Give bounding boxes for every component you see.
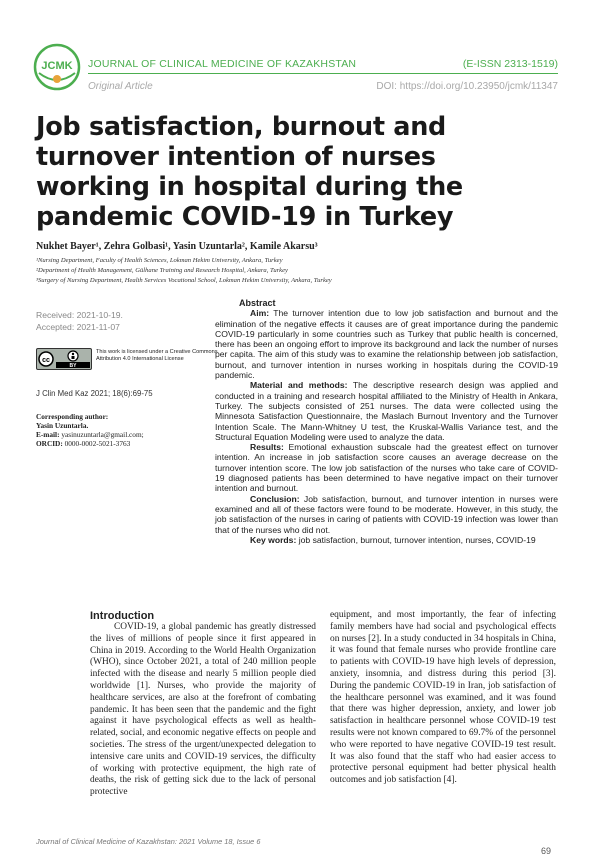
abstract-results — [215, 442, 558, 493]
body-column-1 — [90, 622, 316, 799]
abstract-keywords — [215, 535, 558, 545]
results-label: Results: — [250, 442, 284, 453]
abstract-aim — [215, 308, 558, 380]
orcid-label: ORCID: — [36, 439, 63, 448]
accepted-date: Accepted: 2021-11-07 — [36, 322, 120, 332]
doi-link[interactable]: DOI: https://doi.org/10.23950/jcmk/11347 — [376, 81, 558, 92]
corr-email[interactable]: yasinuzuntarla@gmail.com; — [61, 430, 144, 439]
article-title: Job satisfaction, burnout and turnover intention of nurses working in hospital during the pandemic COVID-19 in Turkey — [36, 112, 463, 232]
affiliation-2: ²Department of Health Management, Gülhane Training and Research Hospital, Ankara, Turkey — [36, 267, 288, 274]
intro-paragraph-1: COVID-19, a global pandemic has greatly distressed the lives of millions of people since it first appeared in China in 2019. According to the World Health Organization (WHO), since October 2021, a total of 240 million people infected with the disease and nearly 5 million people died worldwide [1]. Nurses, who provide the majority of healthcare services, are also at the forefront of combating pandemic. It has been seen that the pandemic and the fight against it have psychological effects as well as health-related, social, and economic negative effects on people and societies. The stress of the urgent/unexpected delegation to intensive care units and COVID-19 services, the difficulty of working with protective equipment, the high rate of deaths, the risk of getting sick due to the lack of personal protective — [90, 622, 316, 798]
conclusion-label: Conclusion: — [250, 493, 300, 504]
logo-text: JCMK — [41, 60, 73, 72]
email-label: E-mail: — [36, 430, 60, 439]
keywords-text: job satisfaction, burnout, turnover intention, nurses, COVID-19 — [298, 534, 536, 545]
citation: J Clin Med Kaz 2021; 18(6):69-75 — [36, 389, 153, 398]
results-text: Emotional exhaustion subscale had the greatest effect on turnover intention. An increase in job satisfaction score causes an average decrease on the turnover intention score. The low job satisfaction of the nurses who take care of COVID-19 diagnosed patients has been determined to have negative impact on their turnover intention and burnout. — [215, 442, 558, 494]
cc-license-icon[interactable] — [36, 348, 92, 370]
license-text[interactable]: This work is licensed under a Creative Commons Attribution 4.0 International License — [96, 349, 218, 362]
abstract-methods — [215, 380, 558, 442]
affiliation-3: ³Surgery of Nursing Department, Health Services Vocational School, Lokman Hekim University, Ankara, Turkey — [36, 277, 332, 284]
body-column-2 — [330, 610, 556, 787]
svg-text:cc: cc — [42, 357, 50, 364]
received-date: Received: 2021-10-19. — [36, 310, 123, 320]
aim-text: The turnover intention due to low job satisfaction and burnout and the elimination of the negative effects it causes are of great importance during the pandemic COVID-19 particularly in some countries such as Turkey that public health is concerned, there has been an ongoing effort to improve its background and lack the number of nurses per capita. The aim of this study was to examine the relationship between job satisfaction, burnout, and turnover intention in nurses working in hospitals during the COVID-19 pandemic. — [215, 308, 559, 381]
author-list: Nukhet Bayer¹, Zehra Golbasi¹, Yasin Uzuntarla², Kamile Akarsu³ — [36, 241, 318, 252]
corr-label: Corresponding author: — [36, 412, 109, 421]
svg-text:BY: BY — [69, 363, 77, 369]
abstract-heading: Abstract — [239, 298, 276, 308]
affiliation-1: ¹Nursing Department, Faculty of Health Sciences, Lokman Hekim University, Ankara, Turkey — [36, 257, 283, 264]
journal-name: JOURNAL OF CLINICAL MEDICINE OF KAZAKHSTAN — [88, 58, 357, 70]
journal-logo — [33, 43, 81, 91]
methods-label: Material and methods: — [250, 380, 348, 391]
intro-paragraph-2: equipment, and most importantly, the fear of infecting family members have had social and psychological effects on nurses [2]. In a study conducted in 34 hospitals in China, it was found that female nurses who provide frontline care to patients with COVID-19 have high levels of depression, anxiety, insomnia, and distress during this period [3]. During the pandemic COVID-19 in Iran, job satisfaction of the healthcare personnel was examined, and it was found that there was higher depression, anxiety, and lower job satisfaction in healthcare personnel whose COVID-19 test results were not known compared to 69.7% of the personnel who were reported to have negative COVID-19 test result. It was also found that the staff who had easier access to protective personal equipment had better physical health outcomes and job satisfaction [4]. — [330, 610, 556, 786]
methods-text: The descriptive research design was applied and conducted in a training and research hospital affiliated to the Ministry of Health in Ankara, Turkey. The subjects consisted of 251 nurses. The data were collected using the Minnesota Satisfaction Questionnaire, the Maslach Burnout Inventory and the Turnover Intention Scale. The Mann-Whitney U test, the Kruskal-Wallis Variance test, and the Structural Equation Modeling were used to analyze the data. — [215, 380, 558, 442]
abstract — [215, 298, 558, 545]
corr-name: Yasin Uzuntarla. — [36, 421, 89, 430]
footer-journal: Journal of Clinical Medicine of Kazakhstan: 2021 Volume 18, Issue 6 — [36, 837, 261, 846]
article-type: Original Article — [88, 81, 153, 92]
corr-orcid[interactable]: 0000-0002-5021-3763 — [64, 439, 131, 448]
keywords-label: Key words: — [250, 534, 297, 545]
issn: (E-ISSN 2313-1519) — [462, 58, 558, 70]
correspondence-block — [36, 412, 216, 448]
aim-label: Aim: — [250, 308, 270, 319]
abstract-conclusion — [215, 494, 558, 535]
conclusion-text: Job satisfaction, burnout, and turnover intention in nurses were examined and all of these factors were found to be moderate. However, in this study, the job satisfaction of the nurses in caring of patients with COVID-19 infection was lower than that of the nurses who did not. — [215, 493, 558, 535]
header-divider — [88, 73, 558, 74]
page-number: 69 — [540, 846, 551, 856]
section-heading-introduction: Introduction — [90, 610, 155, 622]
